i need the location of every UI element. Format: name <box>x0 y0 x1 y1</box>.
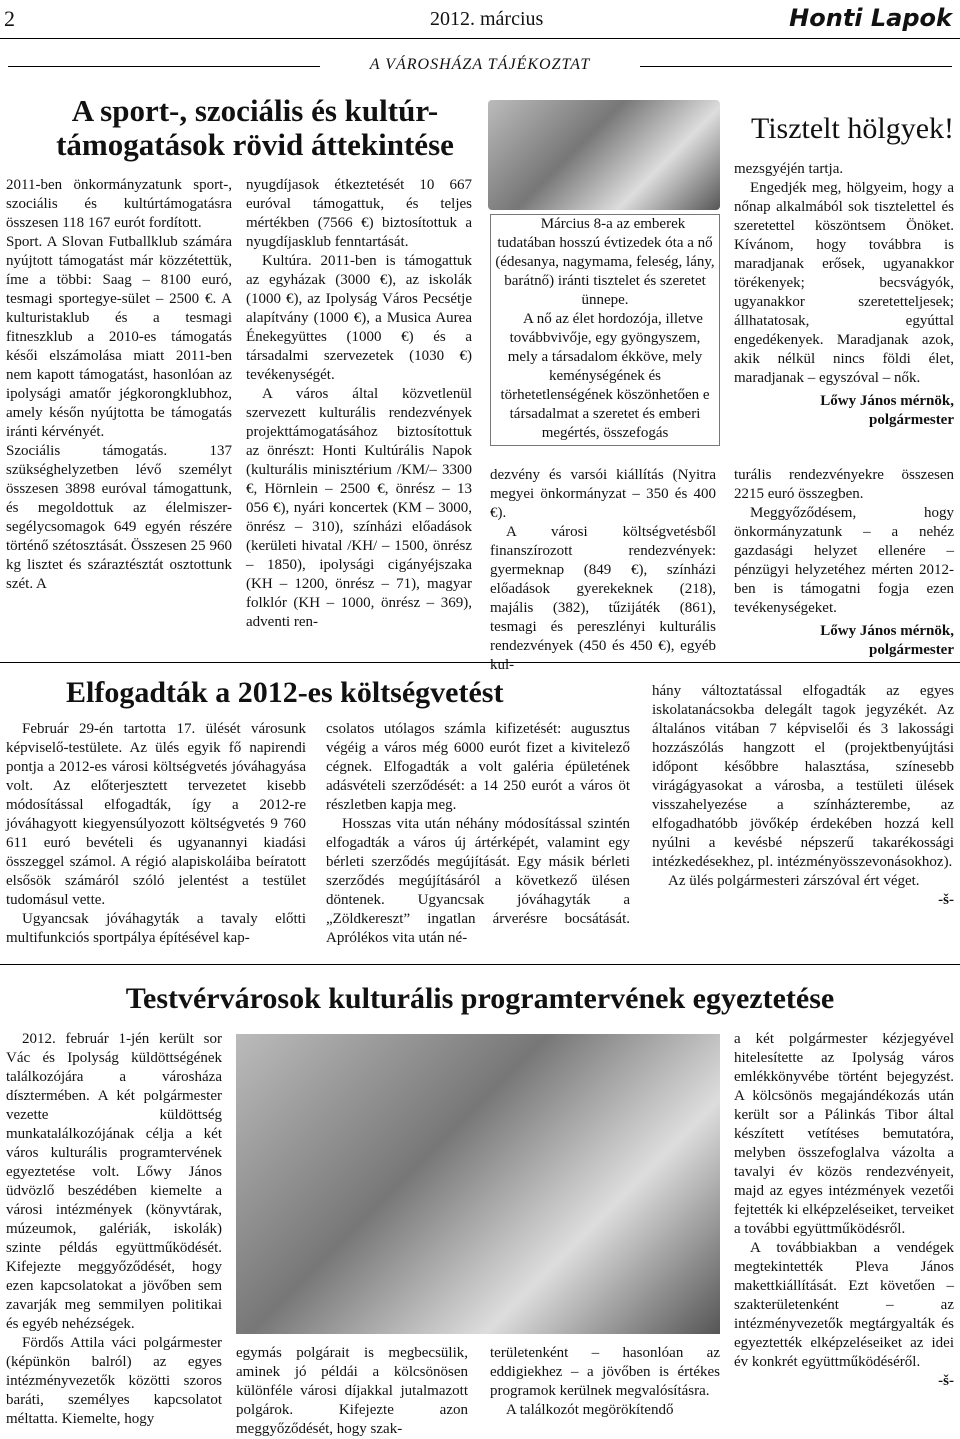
paragraph: Ugyancsak jóváhagyták a tavaly előtti multifunkciós sportpálya építésével kap- <box>6 911 306 946</box>
signature-title: polgármester <box>869 642 954 658</box>
paragraph: mezsgyéjén tartja. <box>734 161 844 177</box>
paragraph: Az ülés polgármesteri zárszóval ért véget. <box>668 873 920 889</box>
paragraph: Március 8-a az emberek tudatában hosszú évtizedek óta a nő (édesanya, nagymama, feleség, lány, barátnő) iránti tisztelet és szeretet ünnepe. <box>495 216 715 308</box>
section-rule-right <box>640 66 952 67</box>
flower-photo <box>488 100 720 210</box>
paragraph: A nő az élet hordozója, illetve továbbvivője, egy gyöngyszem, mely a társadalom ékköve, mely keménységének és törhetetlenségének köszönhetően e társadalmat a szeretet és emberi megértés, összefogás <box>500 311 710 441</box>
paragraph: Hosszas vita után néhány módosítással szintén elfogadták a város új ártérképét, valamint egy bérleti szerződés megújítását. Egy másik bérleti szerződés megújításáról a következő ülésen döntenek. Ugyancsak jóváhagyták a „Zöldkereszt” ingatlan árverésre bocsátását. Aprólékos vita után né- <box>326 816 630 946</box>
article-title-line: támogatások rövid áttekintése <box>56 127 454 162</box>
signature-name: Lőwy János mérnök, <box>820 623 954 639</box>
article-column <box>490 466 716 675</box>
article-column <box>6 1030 222 1429</box>
issue-date: 2012. március <box>430 8 544 30</box>
paragraph: Sport. A Slovan Futballklub számára nyújtott támogatást már közzétettük, íme a többi: Saag – 8100 euró, tesmagi sportegye-sület – 2500 €. A kulturistaklub és a tesmagi fitneszklub a 2010-es támogatás késői elszámolása miatt 2011-ben nem kapott támogatást, hasonlóan az ipolysági amatőr jégkorongklubhoz, amely későn nyújtotta be támogatás iránti kérvényét. <box>6 234 232 440</box>
article-title <box>20 94 490 162</box>
greeting-box <box>490 214 720 446</box>
signature-title: polgármester <box>869 412 954 428</box>
meeting-photo <box>236 1034 720 1334</box>
article-column <box>734 466 954 660</box>
masthead: Honti Lapok <box>789 4 952 32</box>
greeting-column <box>734 160 954 430</box>
page-header <box>0 0 960 39</box>
greeting-title: Tisztelt hölgyek! <box>750 112 954 145</box>
article-column <box>6 720 306 948</box>
page-number: 2 <box>4 6 15 31</box>
paragraph: A városi költségvetésből finanszírozott rendezvények: gyermeknap (849 €), színházi előadások gyerekeknek (218), majális (382), tűzijáték (861), tesmagi és pereszlényi kulturális rendezvények (450 és 450 €), egyéb kul- <box>490 524 716 673</box>
author-sign: -š- <box>938 892 954 908</box>
article-column <box>734 1030 954 1391</box>
paragraph: 2012. február 1-jén került sor Vác és Ipolyság küldöttségének találkozójára a városháza dísztermében. A két polgármester vezette küldöttség munkatalálkozójának célja a két város kulturális programtervének egyeztetése volt. Lőwy János üdvözlő beszédében kiemelte a városi intézmények (könyvtárak, múzeumok, galériák, iskolák) szinte példás együttműködését. Kifejezte meggyőződését, hogy ezen kapcsolatokat a jövőben sem zavarják meg semmilyen politikai és egyéb nehézségek. <box>6 1031 222 1332</box>
paragraph: nyugdíjasok étkeztetését 10 667 euróval támogattuk, és teljes mértékben (7566 €) biztosítottuk a nyugdíjasklub fenntartását. <box>246 177 472 250</box>
section-label: A VÁROSHÁZA TÁJÉKOZTAT <box>369 56 591 73</box>
section-divider <box>0 662 960 663</box>
article-title: Elfogadták a 2012-es költségvetést <box>66 676 504 709</box>
paragraph: 2011-ben önkormányzatunk sport-, szociális és kultúrtámogatásra összesen 118 167 eurót fordított. <box>6 177 232 231</box>
paragraph: Kultúra. 2011-ben is támogattuk az egyházak (3000 €), az iskolák (1000 €), az Ipolyság Város Pecsétje alapítvány (1000 €), a Musica Aurea Énekegyüttes (1000 €) és a társadalmi szervezetek (1030 €) tevékenységét. <box>246 253 472 383</box>
paragraph: Fördős Attila váci polgármester (képünkön balról) az egyes intézményvezetők közötti szoros baráti, személyes kapcsolatot méltatta. Kiemelte, hogy <box>6 1335 222 1427</box>
paragraph: A továbbiakban a vendégek megtekintették Pleva János makettkiállítását. Ezt követően – szakterületenként – az intézményvezetők megtárgyalták és egyeztették elképzeléseiket az idei év konkrét együttműködéséről. <box>734 1240 954 1370</box>
paragraph: turális rendezvényekre összesen 2215 euró összegben. <box>734 467 954 502</box>
article-title: Testvérvárosok kulturális programtervének egyeztetése <box>125 982 835 1015</box>
article-column <box>6 176 232 594</box>
paragraph: dezvény és varsói kiállítás (Nyitra megyei önkormányzat – 350 és 400 €). <box>490 467 716 521</box>
paragraph: A város által közvetlenül szervezett kulturális rendezvények projekttámogatásához biztosítottuk az önrészt: Honti Kultúrális Napok (kulturális minisztérium /KM/– 3300 €, Hörnlein – 2500 €, önrész – 13 056 €), nyári koncertek (KM – 3000, önrész – 310), színházi előadások (kerületi hivatal /KH/ – 1500, önrész – 1850), ipolysági cigányéjszaka (KH – 1200, önrész – 71), magyar folklór (KH – 1000, önrész – 369), adventi ren- <box>246 386 472 630</box>
paragraph: Engedjék meg, hölgyeim, hogy a nőnap alkalmából sok tisztelettel és szeretettel köszöntsem Önöket. Kívánom, hogy továbbra is maradjanak erősek, ugyanakkor törékenyek; becsvágyók, ugyanakkor szeretetteljesek; állhatatosak, egyúttal engedékenyek. Maradjanak azok, akik nélkül nincs földi élet, maradjanak – egyszóval – nők. <box>734 180 954 386</box>
article-column <box>652 682 954 910</box>
article-column <box>490 1344 720 1420</box>
paragraph: hány változtatással elfogadták az egyes iskolatanácsokba delegált tagok jegyzékét. Az általános vitában 7 képviselői és 3 lakossági hozzászólás hangzott el (projektbenyújtási időpont későbbre halasztása, színesebb virágágyasokat a városba, a testületi ülések visszahelyezése a színházterembe, az elfogadhatóbb jövőkép érdekében hozzá kell nyúlni a kevésbé népszerű takarékossági intézkedésekhez, pl. intézményösszevonásokhoz). <box>652 683 954 870</box>
author-sign: -š- <box>938 1373 954 1389</box>
article-column <box>236 1344 468 1439</box>
article-column <box>326 720 630 948</box>
section-divider <box>0 964 960 965</box>
paragraph: a két polgármester kézjegyével hitelesítette az Ipolyság város emlékkönyvébe történt bejegyzést. A kölcsönös megajándékozás után került sor a Pálinkás Tibor által készített vetítéses bemutatóra, melyben összefoglalva vázolta a tavalyi év közös rendezvényeit, majd az egyes intézmények vezetői fejtették ki elképzeléseiket, terveiket a további együttműködésről. <box>734 1031 954 1237</box>
article-column <box>246 176 472 632</box>
paragraph: Szociális támogatás. 137 szükséghelyzetben lévő személyt összesen 3898 euróval támogattunk, és megoldottuk az élelmiszer-segélycsomagok 649 egyén részére történő szétosztását. Összesen 25 960 kg lisztet és száraztésztát osztottunk szét. A <box>6 443 232 592</box>
paragraph: A találkozót megörökítendő <box>506 1402 674 1418</box>
paragraph: Február 29-én tartotta 17. ülését városunk képviselő-testülete. Az ülés egyik fő napirendi pontja a 2012-es városi költségvetés jóváhagyása volt. Az előterjesztett tervezetet kisebb módosítással elfogadták, így a 2012-re jóváhagyott kiegyensúlyozott költségvetés 9 760 611 euró bevételi és ugyanannyi kiadási összeggel számol. A régió alapiskoláiba beíratott elsősök számáról szóló jelentést a testület tudomásul vette. <box>6 721 306 908</box>
paragraph: területenként – hasonlóan az eddigiekhez – a jövőben is értékes programok kerülnek megvalósításra. <box>490 1345 720 1399</box>
article-title-line: A sport-, szociális és kultúr- <box>71 93 439 128</box>
signature-name: Lőwy János mérnök, <box>820 393 954 409</box>
paragraph: Meggyőződésem, hogy önkormányzatunk – a nehéz gazdasági helyzet ellenére – pénzügyi helyzetéhez mérten 2012-ben is támogatni fogja ezen tevékenységeket. <box>734 505 954 616</box>
section-rule-left <box>8 66 320 67</box>
paragraph: csolatos utólagos számla kifizetését: augusztus végéig a város még 6000 eurót fizet a kivitelező cégnek. Elfogadták a volt galéria épületének adásvételi szerződését: a 14 250 eurót a város öt részletben kapja meg. <box>326 721 630 813</box>
paragraph: egymás polgárait is megbecsülik, aminek jó példái a kölcsönösen különféle városi díjakkal jutalmazott polgárok. Kifejezte azon meggyőződését, hogy szak- <box>236 1345 468 1437</box>
